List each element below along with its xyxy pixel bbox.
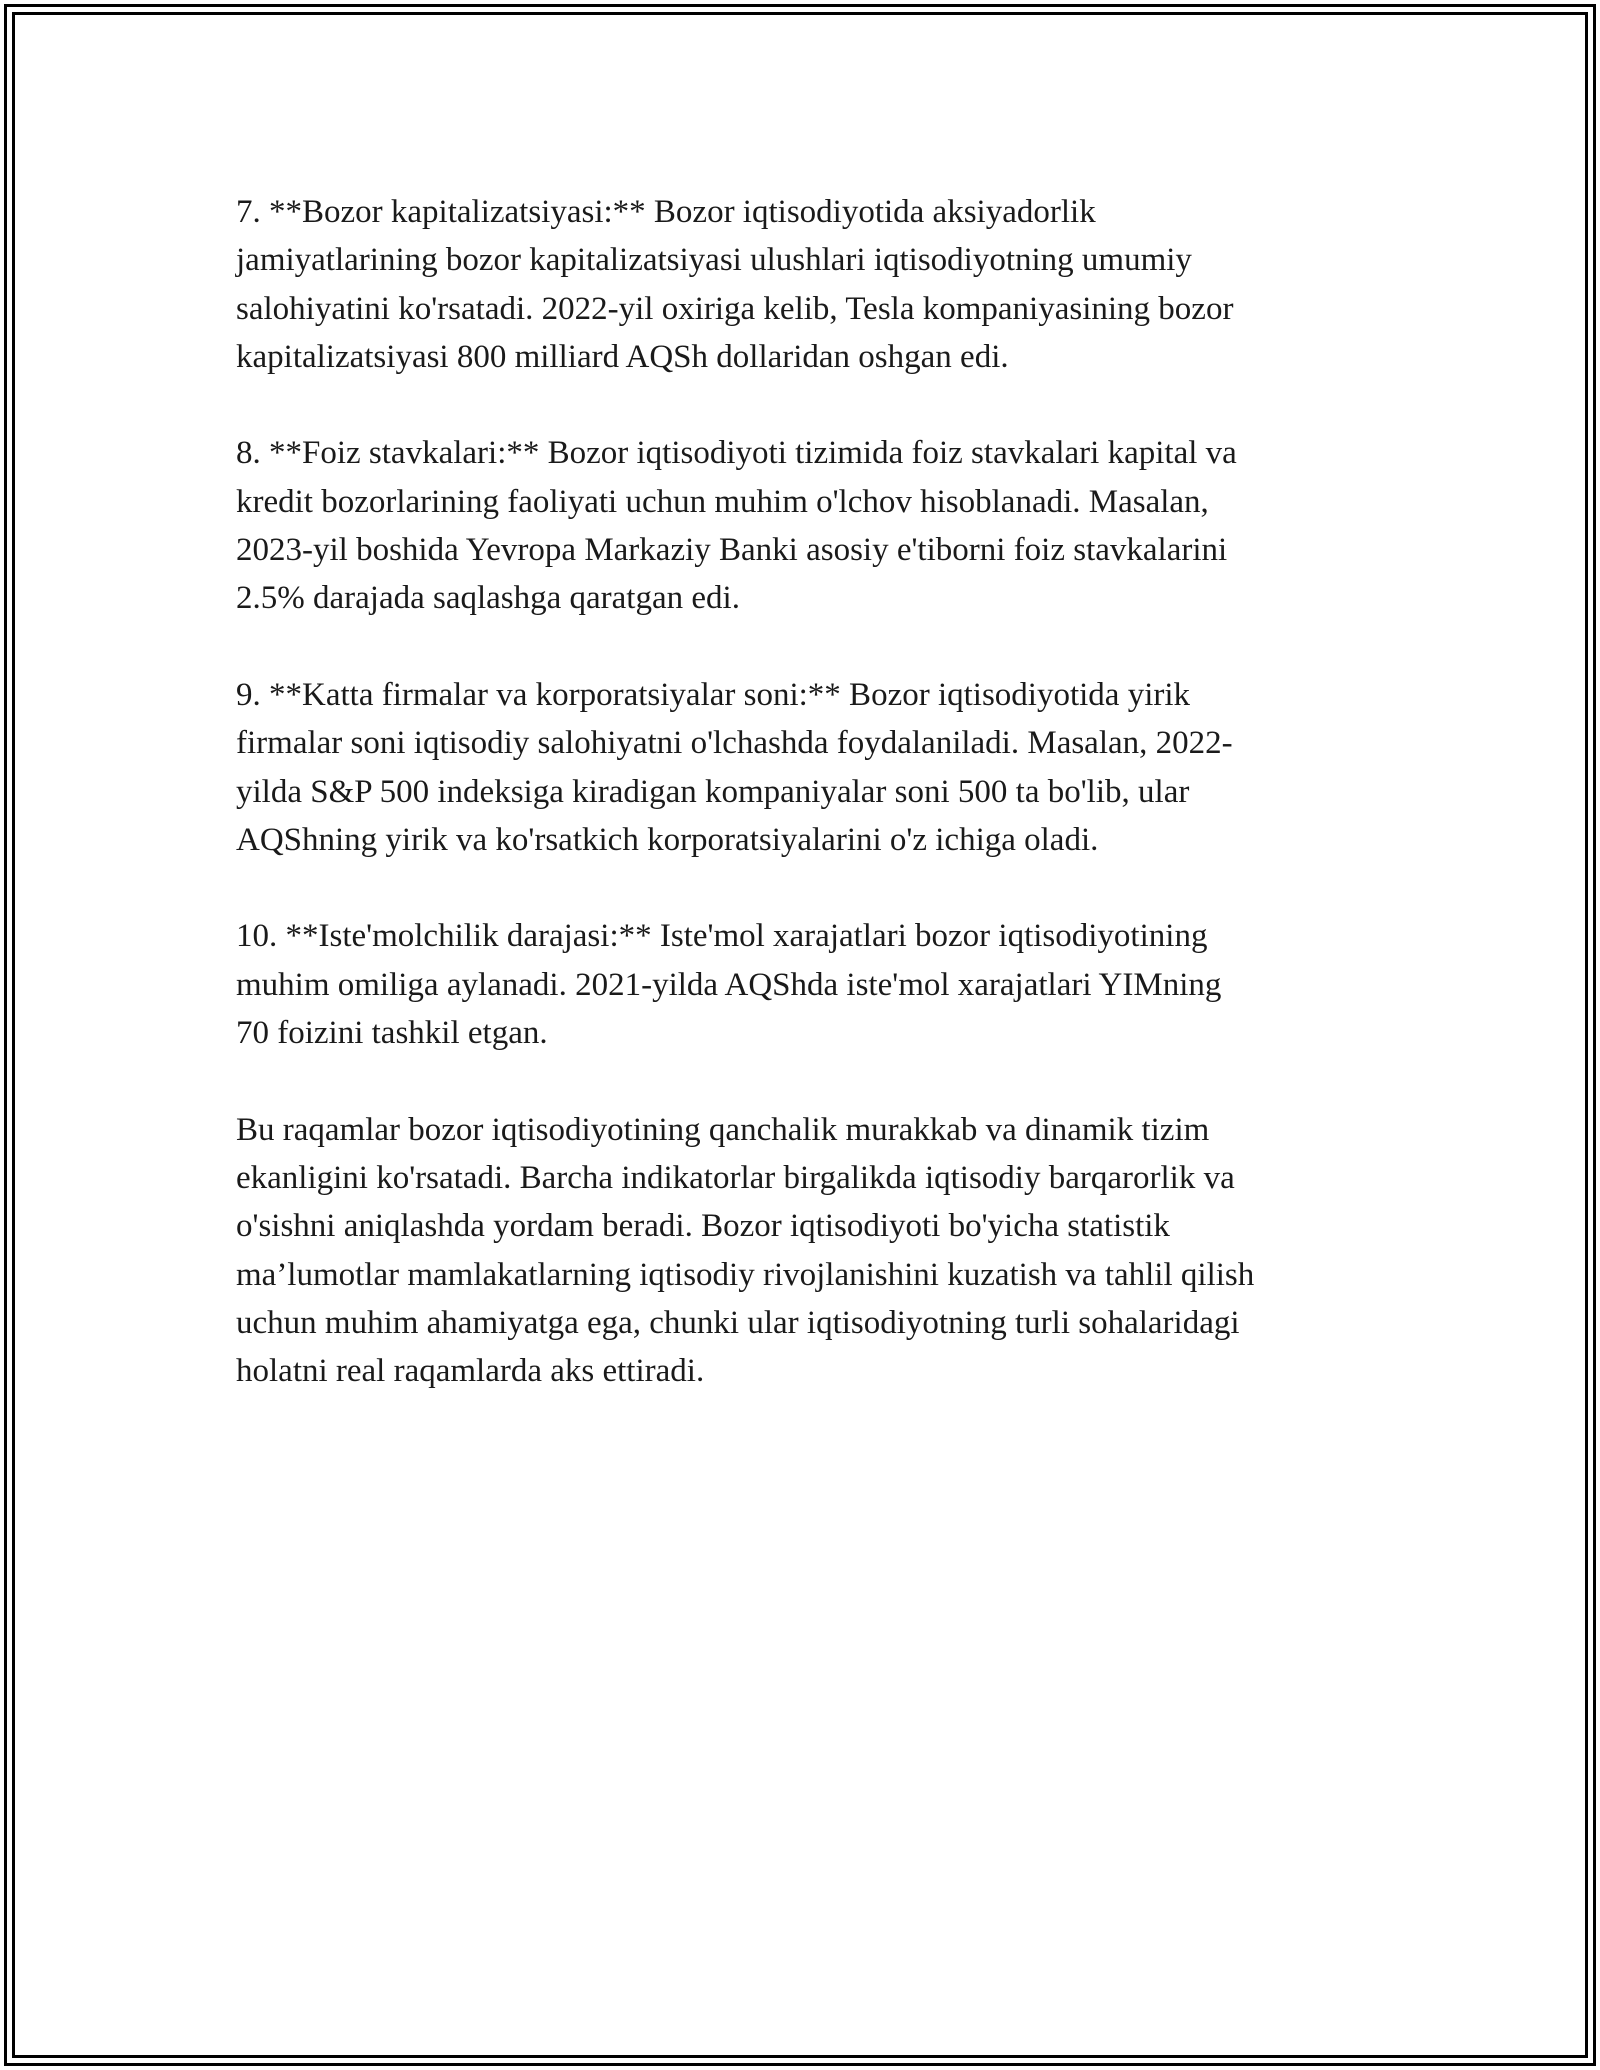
- paragraph-market-capitalization: 7. **Bozor kapitalizatsiyasi:** Bozor iqtisodiyotida aksiyadorlik jamiyatlarining bozor kapitalizatsiyasi ulushlari iqtisodiyotning umumiy salohiyatini ko'rsatadi. 2022-yil oxiriga kelib, Tesla kompaniyasining bozor kapitalizatsiyasi 800 milliard AQSh dollaridan oshgan edi.: [236, 194, 1234, 375]
- paragraph-consumption-level: 10. **Iste'molchilik darajasi:** Iste'mol xarajatlari bozor iqtisodiyotining muhim omiliga aylanadi. 2021-yilda AQShda iste'mol xarajatlari YIMning 70 foizini tashkil etgan.: [236, 918, 1222, 1052]
- document-body: [236, 188, 1386, 1444]
- paragraph-large-firms: 9. **Katta firmalar va korporatsiyalar soni:** Bozor iqtisodiyotida yirik firmalar soni iqtisodiy salohiyatni o'lchashda foydalaniladi. Masalan, 2022- yilda S&P 500 indeksiga kiradigan kompaniyalar soni 500 ta bo'lib, ular AQShning yirik va ko'rsatkich korporatsiyalarini o'z ichiga oladi.: [236, 676, 1233, 858]
- paragraph-conclusion: Bu raqamlar bozor iqtisodiyotining qanchalik murakkab va dinamik tizim ekanligini ko'rsatadi. Barcha indikatorlar birgalikda iqtisodiy barqarorlik va o'sishni aniqlashda yordam beradi. Bozor iqtisodiyoti bo'yicha statistik ma’lumotlar mamlakatlarning iqtisodiy rivojlanishini kuzatish va tahlil qilish uchun muhim ahamiyatga ega, chunki ular iqtisodiyotning turli sohalaridagi holatni real raqamlarda aks ettiradi.: [236, 1111, 1255, 1390]
- paragraph-interest-rates: 8. **Foiz stavkalari:** Bozor iqtisodiyoti tizimida foiz stavkalari kapital va kredit bozorlarining faoliyati uchun muhim o'lchov hisoblanadi. Masalan, 2023-yil boshida Yevropa Markaziy Banki asosiy e'tiborni foiz stavkalarini 2.5% darajada saqlashga qaratgan edi.: [236, 435, 1237, 617]
